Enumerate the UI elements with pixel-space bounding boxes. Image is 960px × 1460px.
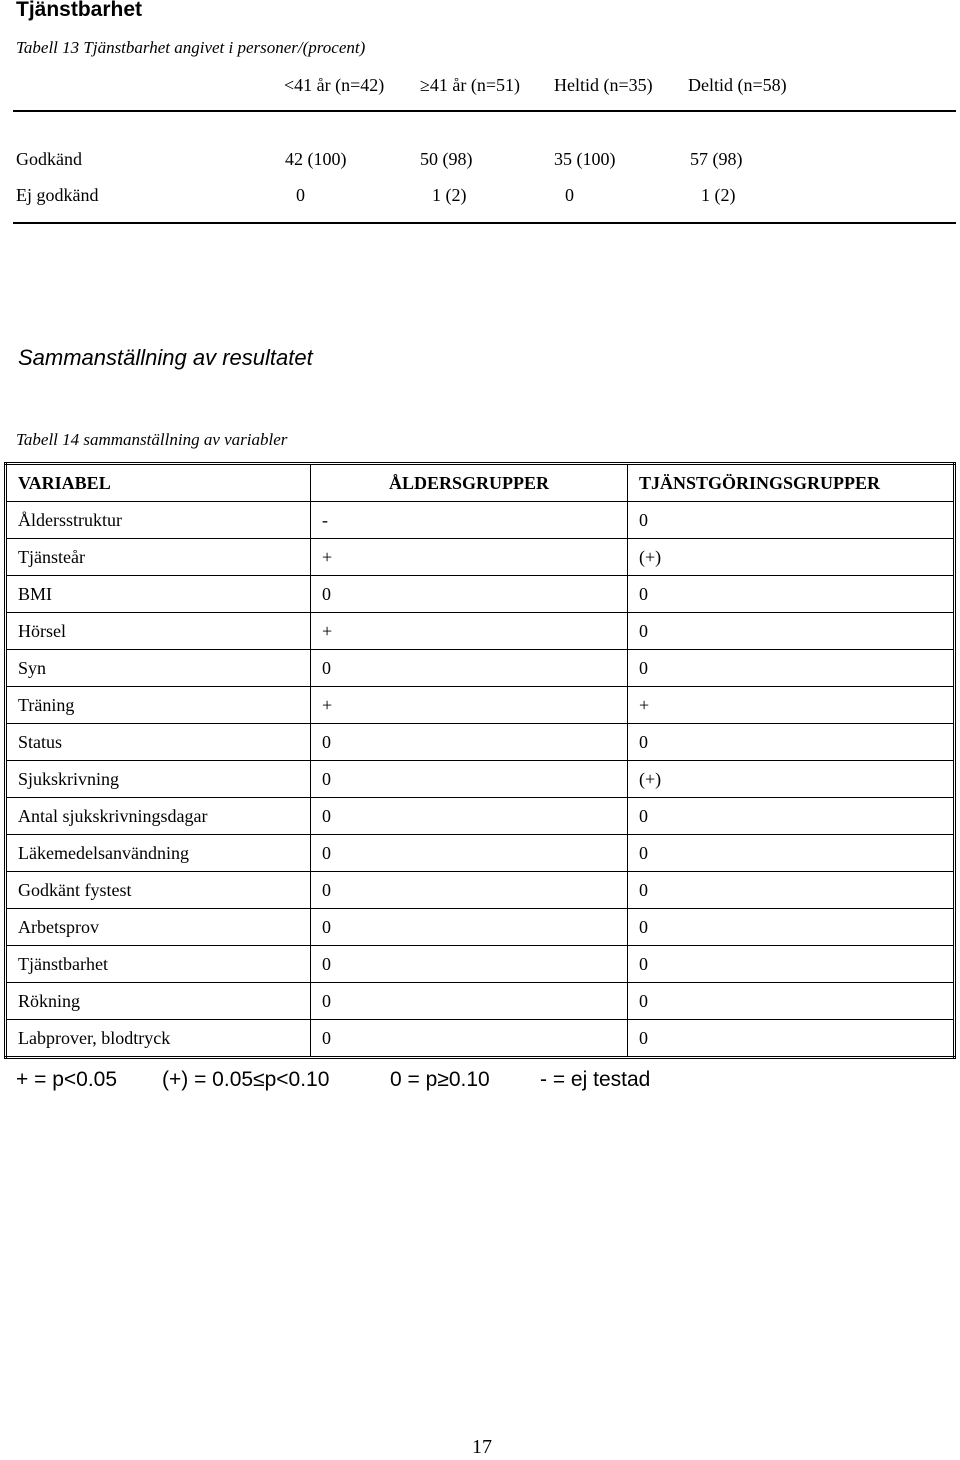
table13-header-parttime: Deltid (n=58): [688, 75, 787, 95]
age-group-result-cell: -: [311, 502, 628, 539]
age-group-result-cell: 0: [311, 1020, 628, 1058]
table13-header-age-41-plus: ≥41 år (n=51): [420, 75, 521, 95]
service-group-result-cell: 0: [628, 909, 955, 946]
service-group-result-cell: 0: [628, 613, 955, 650]
legend-significant: + = p<0.05: [16, 1068, 118, 1091]
age-group-result-cell: +: [311, 613, 628, 650]
variable-name-cell: Antal sjukskrivningsdagar: [6, 798, 311, 835]
table-row: [6, 613, 955, 650]
table-row: [6, 835, 955, 872]
age-group-result-cell: +: [311, 539, 628, 576]
age-group-result-cell: 0: [311, 576, 628, 613]
table-row: [6, 1020, 955, 1058]
variable-name-cell: Läkemedelsanvändning: [6, 835, 311, 872]
variable-name-cell: Arbetsprov: [6, 909, 311, 946]
table13-header-age-under-41: <41 år (n=42): [284, 75, 385, 95]
table13-cell: 35 (100): [554, 149, 616, 169]
age-group-result-cell: 0: [311, 946, 628, 983]
table13-cell: 50 (98): [420, 149, 473, 169]
variable-name-cell: Rökning: [6, 983, 311, 1020]
legend-trend: (+) = 0.05≤p<0.10: [162, 1068, 330, 1091]
variable-name-cell: Godkänt fystest: [6, 872, 311, 909]
page-number: 17: [472, 1436, 492, 1458]
table-row: [6, 650, 955, 687]
variable-name-cell: Träning: [6, 687, 311, 724]
age-group-result-cell: +: [311, 687, 628, 724]
variable-name-cell: Åldersstruktur: [6, 502, 311, 539]
variable-name-cell: BMI: [6, 576, 311, 613]
table13-top-rule: [13, 110, 956, 112]
variable-name-cell: Hörsel: [6, 613, 311, 650]
table13-cell: 0: [296, 185, 305, 205]
service-group-result-cell: (+): [628, 761, 955, 798]
service-group-result-cell: 0: [628, 872, 955, 909]
age-group-result-cell: 0: [311, 724, 628, 761]
service-group-result-cell: 0: [628, 835, 955, 872]
variables-summary-table: [4, 462, 956, 1059]
variable-name-cell: Status: [6, 724, 311, 761]
age-group-result-cell: 0: [311, 983, 628, 1020]
age-group-result-cell: 0: [311, 650, 628, 687]
summary-heading: Sammanställning av resultatet: [18, 345, 313, 370]
table13-bottom-rule: [13, 222, 956, 224]
service-group-result-cell: 0: [628, 724, 955, 761]
service-group-result-cell: (+): [628, 539, 955, 576]
age-group-result-cell: 0: [311, 909, 628, 946]
legend-not-tested: - = ej testad: [540, 1068, 651, 1091]
service-group-result-cell: 0: [628, 798, 955, 835]
section-title: Tjänstbarhet: [16, 0, 143, 21]
variable-name-cell: Tjänsteår: [6, 539, 311, 576]
table14-header-row: [6, 464, 955, 502]
table13-cell: 42 (100): [285, 149, 347, 169]
table14-header-service-groups: TJÄNSTGÖRINGSGRUPPER: [628, 464, 955, 502]
age-group-result-cell: 0: [311, 798, 628, 835]
table-row: [6, 798, 955, 835]
table-row: [6, 872, 955, 909]
table-row: [6, 687, 955, 724]
variable-name-cell: Labprover, blodtryck: [6, 1020, 311, 1058]
service-group-result-cell: 0: [628, 502, 955, 539]
table13-cell: 1 (2): [701, 185, 736, 205]
table13-row-label: Godkänd: [16, 149, 82, 169]
table13-cell: 0: [565, 185, 574, 205]
table13-cell: 1 (2): [432, 185, 467, 205]
service-group-result-cell: 0: [628, 946, 955, 983]
legend-not-significant: 0 = p≥0.10: [390, 1068, 490, 1091]
table-row: [6, 761, 955, 798]
service-group-result-cell: 0: [628, 983, 955, 1020]
service-group-result-cell: 0: [628, 650, 955, 687]
age-group-result-cell: 0: [311, 872, 628, 909]
table-row: [6, 983, 955, 1020]
table13-header-fulltime: Heltid (n=35): [554, 75, 653, 95]
service-group-result-cell: 0: [628, 1020, 955, 1058]
table-row: [6, 724, 955, 761]
table-row: [6, 502, 955, 539]
table14-caption: Tabell 14 sammanställning av variabler: [16, 430, 288, 449]
age-group-result-cell: 0: [311, 835, 628, 872]
variable-name-cell: Sjukskrivning: [6, 761, 311, 798]
table-row: [6, 909, 955, 946]
table13-row-label: Ej godkänd: [16, 185, 99, 205]
table-row: [6, 539, 955, 576]
table-row: [6, 946, 955, 983]
service-group-result-cell: +: [628, 687, 955, 724]
table13-cell: 57 (98): [690, 149, 743, 169]
table14-header-age-groups: ÅLDERSGRUPPER: [311, 464, 628, 502]
age-group-result-cell: 0: [311, 761, 628, 798]
variable-name-cell: Syn: [6, 650, 311, 687]
service-group-result-cell: 0: [628, 576, 955, 613]
variable-name-cell: Tjänstbarhet: [6, 946, 311, 983]
table-row: [6, 576, 955, 613]
table14-header-variable: VARIABEL: [6, 464, 311, 502]
table13-caption: Tabell 13 Tjänstbarhet angivet i personer/(procent): [16, 38, 366, 57]
